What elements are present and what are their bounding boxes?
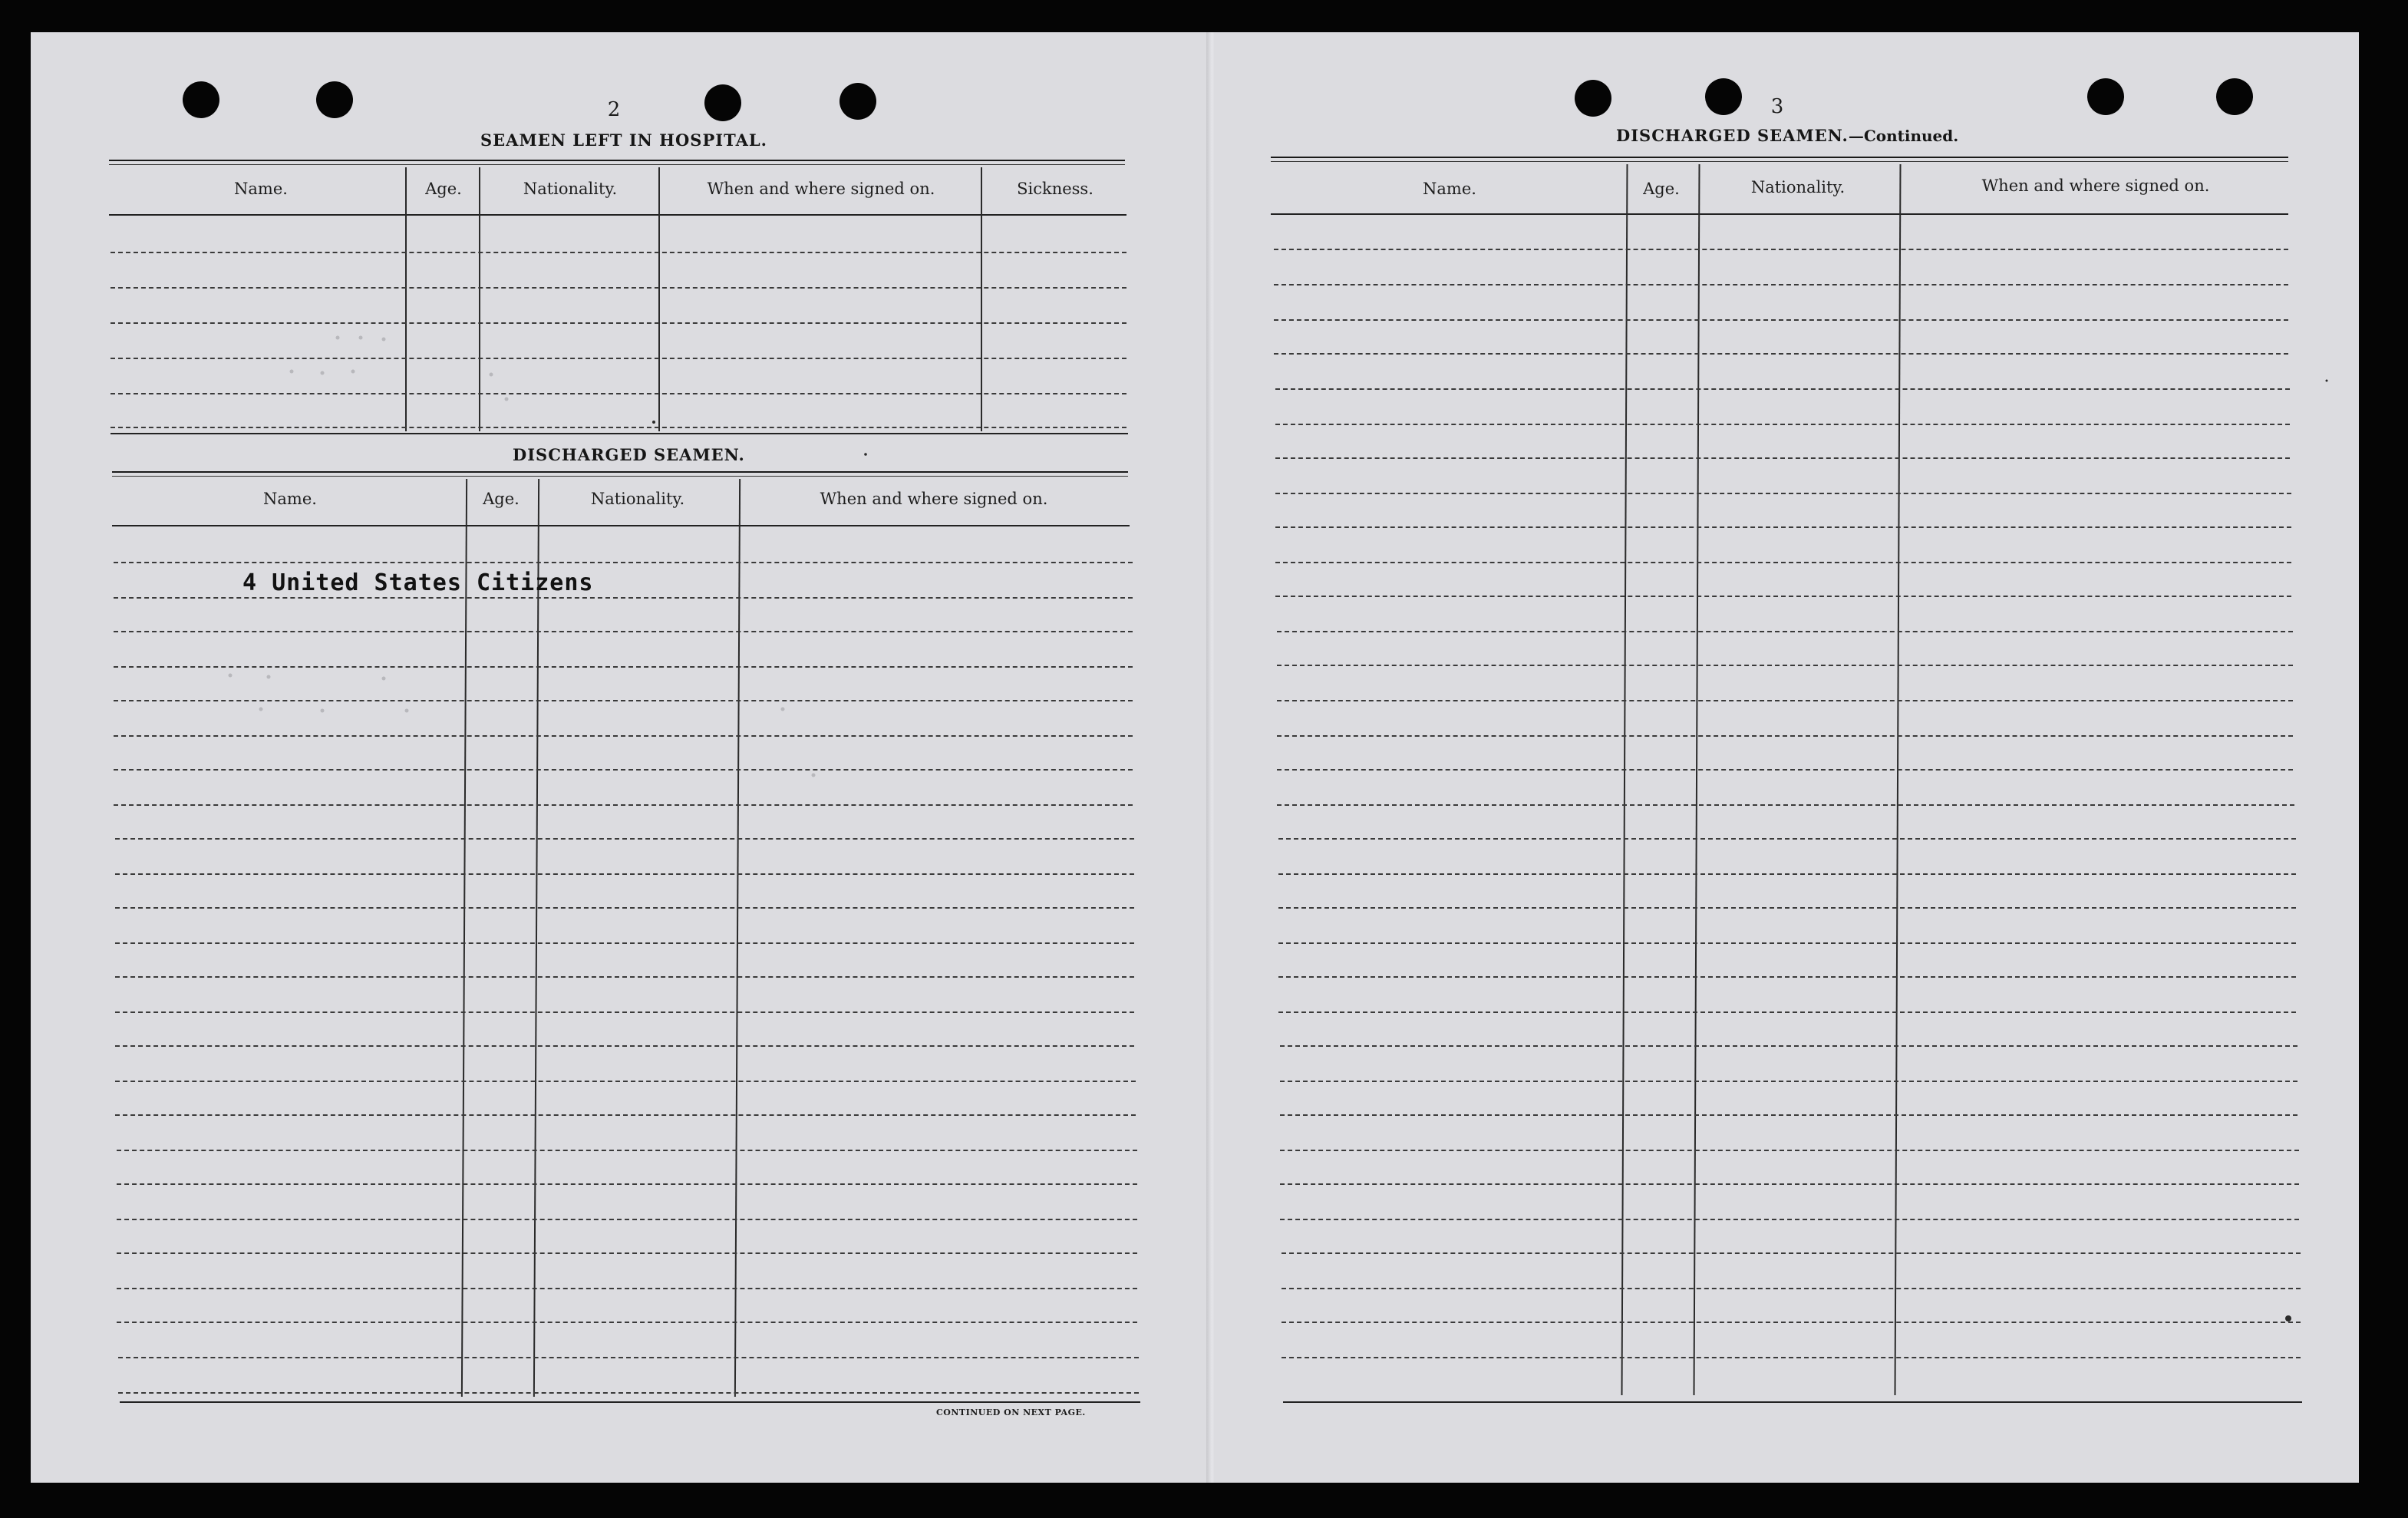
column-divider xyxy=(405,167,407,431)
typed-entry: 4 United States Citizens xyxy=(242,569,594,596)
table-row xyxy=(1274,284,2288,285)
table-row xyxy=(1280,1183,2299,1185)
bottom-rule xyxy=(1283,1401,2302,1403)
col-header-age: Age. xyxy=(483,490,520,508)
table-row xyxy=(1277,631,2293,632)
table-row xyxy=(111,358,1126,359)
table-row xyxy=(1278,873,2296,875)
punch-hole xyxy=(1575,80,1611,117)
table-row xyxy=(1282,1288,2301,1289)
table-row xyxy=(1282,1357,2301,1358)
table-row xyxy=(1278,976,2296,978)
table-row xyxy=(118,1357,1139,1358)
header-underline xyxy=(109,214,1126,216)
table-row xyxy=(117,1288,1137,1289)
col-header-when-where: When and where signed on. xyxy=(1981,177,2210,195)
table-row xyxy=(114,666,1133,668)
table-row xyxy=(115,976,1134,978)
discharged-top-rule xyxy=(112,471,1128,477)
table-row xyxy=(111,287,1126,289)
table-row xyxy=(1278,1011,2296,1013)
table-row xyxy=(111,322,1126,324)
table-row xyxy=(114,700,1133,701)
table-row xyxy=(1274,353,2288,355)
page-number: 2 xyxy=(607,98,621,121)
table-row xyxy=(115,838,1134,840)
col-header-name: Name. xyxy=(234,180,288,198)
table-row xyxy=(1280,1081,2297,1082)
table-row xyxy=(1277,735,2293,737)
table-row xyxy=(117,1150,1137,1151)
col-header-age: Age. xyxy=(1643,180,1680,198)
section-title-suffix: —Continued. xyxy=(1848,127,1959,145)
punch-hole xyxy=(704,84,741,121)
table-row xyxy=(1278,838,2296,840)
table-row xyxy=(115,873,1134,875)
table-row xyxy=(114,735,1133,737)
col-header-nationality: Nationality. xyxy=(523,180,618,198)
table-row xyxy=(115,1045,1134,1047)
table-row xyxy=(111,252,1126,253)
table-row xyxy=(115,1011,1134,1013)
table-row xyxy=(1275,596,2291,597)
top-rule xyxy=(109,160,1125,165)
table-row xyxy=(1280,1114,2297,1116)
col-header-nationality: Nationality. xyxy=(1750,178,1846,196)
table-row xyxy=(1275,424,2290,425)
continued-note: CONTINUED ON NEXT PAGE. xyxy=(936,1407,1086,1417)
table-row xyxy=(1274,249,2288,250)
table-row xyxy=(1280,1219,2299,1220)
table-row xyxy=(1275,388,2290,390)
table-row xyxy=(1277,665,2293,666)
table-row xyxy=(118,1392,1139,1394)
section-divider xyxy=(111,433,1128,434)
col-header-name: Name. xyxy=(1423,180,1476,198)
hospital-section-title: SEAMEN LEFT IN HOSPITAL. xyxy=(480,130,767,150)
table-row xyxy=(1277,700,2293,701)
table-row xyxy=(117,1219,1137,1220)
table-row xyxy=(111,393,1126,394)
table-row xyxy=(1282,1252,2301,1254)
table-row xyxy=(115,1114,1136,1116)
table-row xyxy=(114,769,1133,771)
column-divider xyxy=(658,167,660,431)
punch-hole xyxy=(2087,78,2124,115)
table-row xyxy=(1277,804,2294,806)
table-row xyxy=(1277,769,2293,771)
table-row xyxy=(1275,457,2290,459)
left-page xyxy=(31,32,1212,1483)
table-row xyxy=(1280,1045,2297,1047)
punch-hole xyxy=(840,83,876,120)
punch-hole xyxy=(316,81,353,118)
table-row xyxy=(1278,942,2296,944)
discharged-section-title: DISCHARGED SEAMEN. xyxy=(513,445,745,464)
table-row xyxy=(114,597,1133,599)
col-header-sickness: Sickness. xyxy=(1017,180,1093,198)
table-row xyxy=(115,942,1134,944)
discharged-continued-title xyxy=(1616,126,1958,145)
table-row xyxy=(114,562,1133,563)
table-row xyxy=(1280,1150,2299,1151)
column-divider xyxy=(479,167,480,431)
table-row xyxy=(117,1322,1137,1323)
col-header-when-where: When and where signed on. xyxy=(707,180,935,198)
punch-hole xyxy=(183,81,219,118)
table-row xyxy=(117,1183,1137,1185)
table-row xyxy=(117,1252,1137,1254)
col-header-when-where: When and where signed on. xyxy=(820,490,1048,508)
section-title-text: DISCHARGED SEAMEN. xyxy=(1616,126,1849,145)
col-header-age: Age. xyxy=(425,180,462,198)
table-row xyxy=(1275,526,2291,528)
punch-hole xyxy=(1705,78,1742,115)
punch-hole xyxy=(2216,78,2253,115)
table-row xyxy=(115,1081,1136,1082)
page-number: 3 xyxy=(1770,95,1784,118)
table-row xyxy=(114,804,1133,806)
table-row xyxy=(111,427,1126,428)
table-row xyxy=(1282,1322,2301,1323)
table-row xyxy=(1274,319,2288,321)
col-header-nationality: Nationality. xyxy=(590,490,685,508)
table-row xyxy=(114,631,1133,632)
table-row xyxy=(1275,493,2291,494)
col-header-name: Name. xyxy=(263,490,317,508)
column-divider xyxy=(981,167,982,431)
table-row xyxy=(115,907,1134,909)
header-underline xyxy=(112,525,1130,526)
bottom-rule xyxy=(120,1401,1140,1403)
table-row xyxy=(1275,562,2291,563)
top-rule xyxy=(1271,157,2288,162)
table-row xyxy=(1278,907,2296,909)
header-underline xyxy=(1271,213,2288,215)
